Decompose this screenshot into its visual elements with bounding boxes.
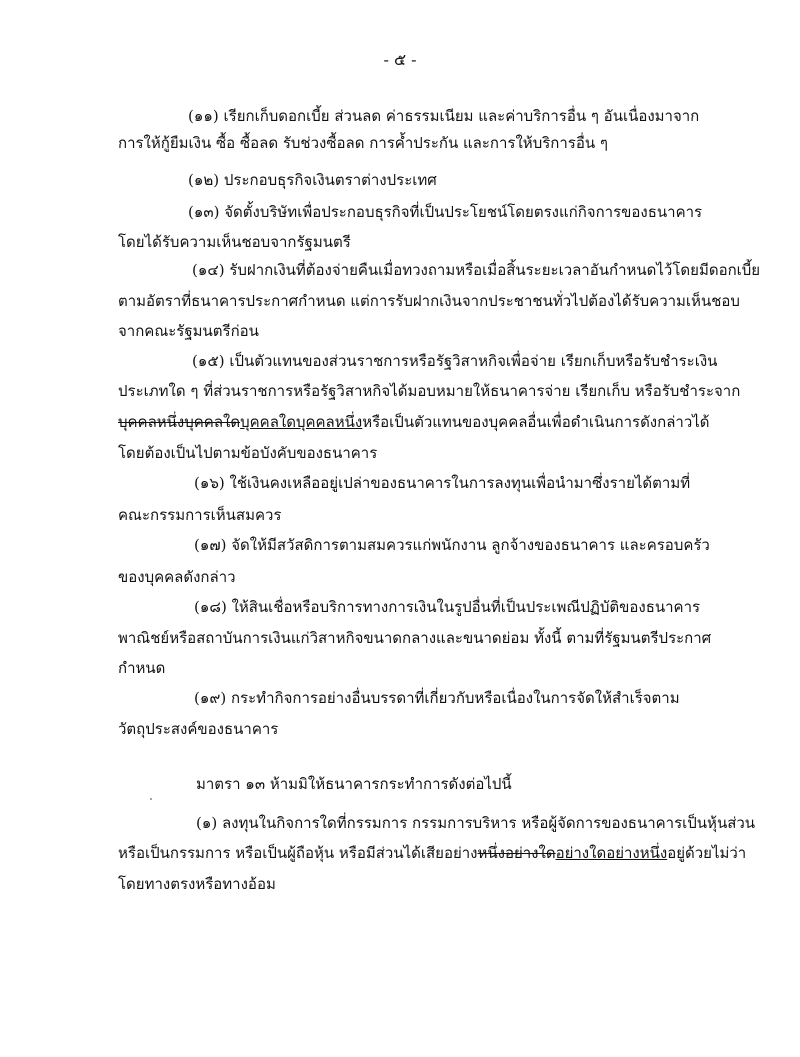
clause-14-line-1: (๑๔) รับฝากเงินที่ต้องจ่ายคืนเมื่อทวงถามหรือเมื่อสิ้นระยะเวลาอันกำหนดไว้โดยมีดอกเบี้ย	[192, 261, 761, 279]
clause-15-line-3	[118, 412, 710, 432]
clause-13-line-1: (๑๓) จัดตั้งบริษัทเพื่อประกอบธุรกิจที่เป็นประโยชน์โดยตรงแก่กิจการของธนาคาร	[188, 203, 703, 221]
clause-12-line-1: (๑๒) ประกอบธุรกิจเงินตราต่างประเทศ	[188, 171, 437, 189]
clause-11-line-2: การให้กู้ยืมเงิน ซื้อ ซื้อลด รับช่วงซื้อลด การค้ำประกัน และการให้บริการอื่น ๆ	[118, 134, 608, 152]
clause-17-line-2: ของบุคคลดังกล่าว	[118, 568, 236, 586]
clause-16-line-1: (๑๖) ใช้เงินคงเหลืออยู่เปล่าของธนาคารในการลงทุนเพื่อนำมาซึ่งรายได้ตามที่	[194, 474, 691, 492]
clause-15-line-3-rest: หรือเป็นตัวแทนของบุคคลอื่นเพื่อดำเนินการดังกล่าวได้	[362, 413, 710, 431]
clause-14-line-2: ตามอัตราที่ธนาคารประกาศกำหนด แต่การรับฝากเงินจากประชาชนทั่วไปต้องได้รับความเห็นชอบ	[118, 292, 740, 310]
clause-18-line-1: (๑๘) ให้สินเชื่อหรือบริการทางการเงินในรูปอื่นที่เป็นประเพณีปฏิบัติของธนาคาร	[194, 598, 701, 616]
section-13-heading: มาตรา ๑๓ ห้ามมิให้ธนาคารกระทำการดังต่อไปนี้	[196, 775, 512, 793]
clause-18-line-3: กำหนด	[118, 659, 166, 677]
clause-13-line-2: โดยได้รับความเห็นชอบจากรัฐมนตรี	[118, 233, 351, 251]
clause-18-line-2: พาณิชย์หรือสถาบันการเงินแก่วิสาหกิจขนาดกลางและขนาดย่อม ทั้งนี้ ตามที่รัฐมนตรีประกาศ	[118, 629, 712, 647]
scan-speck	[150, 798, 152, 800]
clause-19-line-2: วัตถุประสงค์ของธนาคาร	[118, 720, 279, 738]
section-13-item-1-line-1: (๑) ลงทุนในกิจการใดที่กรรมการ กรรมการบริหาร หรือผู้จัดการของธนาคารเป็นหุ้นส่วน	[196, 814, 756, 832]
section-13-line-2-start: หรือเป็นกรรมการ หรือเป็นผู้ถือหุ้น หรือมีส่วนได้เสียอย่าง	[118, 844, 478, 862]
clause-14-line-3: จากคณะรัฐมนตรีก่อน	[118, 322, 259, 340]
clause-15-line-4: โดยต้องเป็นไปตามข้อบังคับของธนาคาร	[118, 444, 378, 462]
clause-16-line-2: คณะกรรมการเห็นสมควร	[118, 506, 282, 524]
page-number: - ๕ -	[383, 50, 417, 69]
struck-text: หนึ่งอย่างใด	[477, 844, 556, 862]
clause-19-line-1: (๑๙) กระทำกิจการอย่างอื่นบรรดาที่เกี่ยวกับหรือเนื่องในการจัดให้สำเร็จตาม	[194, 689, 680, 707]
struck-text: บุคคลหนึ่งบุคคลใด	[118, 413, 241, 431]
underlined-text: อย่างใดอย่างหนึ่ง	[555, 844, 668, 862]
clause-17-line-1: (๑๗) จัดให้มีสวัสดิการตามสมควรแก่พนักงาน ลูกจ้างของธนาคาร และครอบครัว	[194, 536, 710, 554]
underlined-text: บุคคลใดบุคคลหนึ่ง	[240, 413, 363, 431]
section-13-item-1-line-3: โดยทางตรงหรือทางอ้อม	[118, 875, 276, 893]
section-13-item-1-line-2	[118, 843, 746, 863]
clause-15-line-2: ประเภทใด ๆ ที่ส่วนราชการหรือรัฐวิสาหกิจได้มอบหมายให้ธนาคารจ่าย เรียกเก็บ หรือรับชำระจาก	[118, 382, 741, 400]
clause-15-line-1: (๑๕) เป็นตัวแทนของส่วนราชการหรือรัฐวิสาหกิจเพื่อจ่าย เรียกเก็บหรือรับชำระเงิน	[192, 352, 718, 370]
section-13-line-2-end: อยู่ด้วยไม่ว่า	[667, 844, 747, 862]
clause-11-line-1: (๑๑) เรียกเก็บดอกเบี้ย ส่วนลด ค่าธรรมเนียม และค่าบริการอื่น ๆ อันเนื่องมาจาก	[188, 107, 700, 125]
